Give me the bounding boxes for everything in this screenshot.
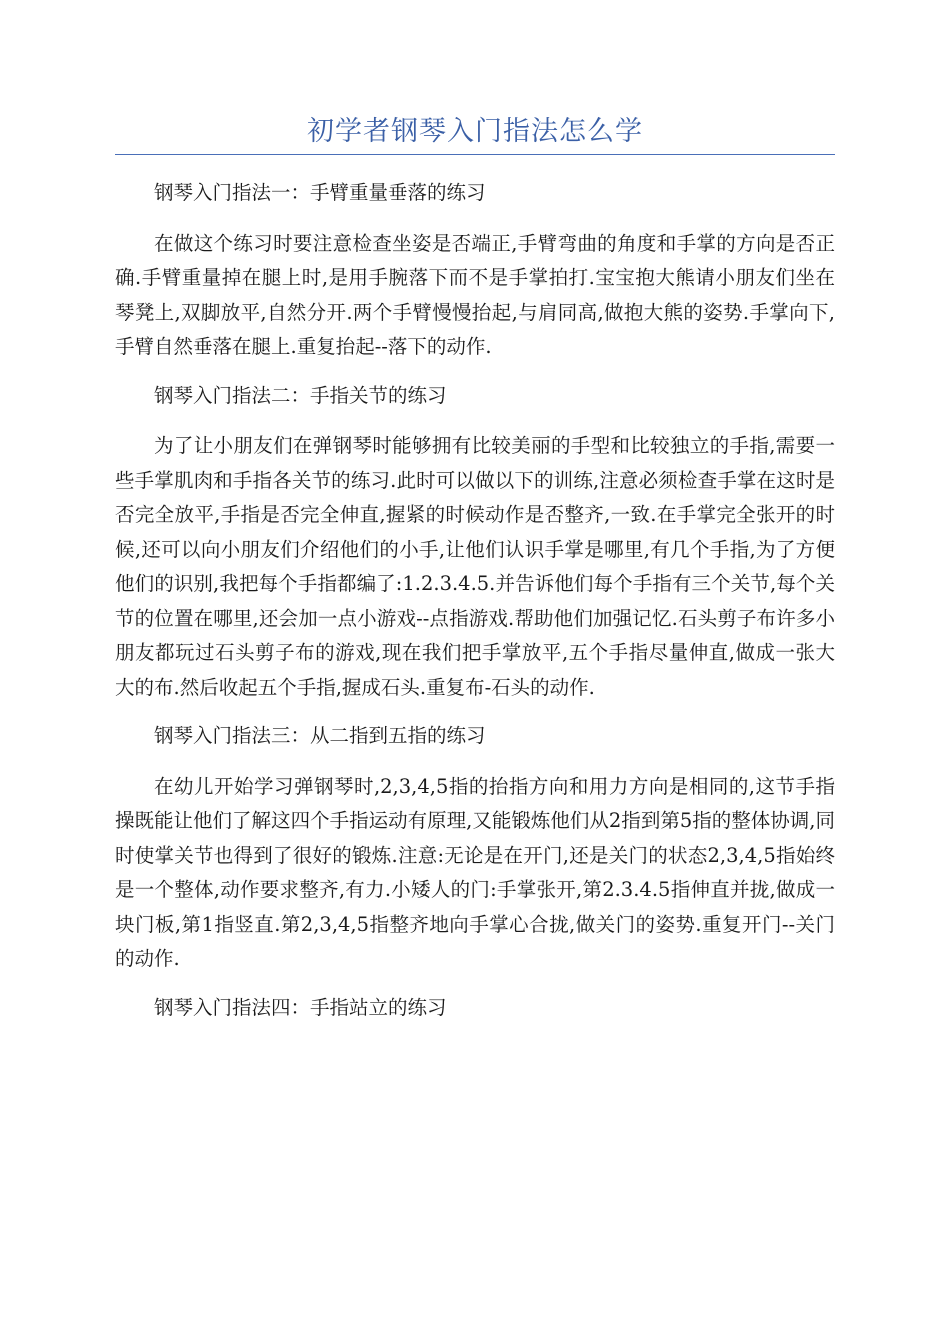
body-paragraph-1: 在做这个练习时要注意检查坐姿是否端正,手臂弯曲的角度和手掌的方向是否正确.手臂重量掉在腿上时,是用手腕落下而不是手掌拍打.宝宝抱大熊请小朋友们坐在琴凳上,双脚放平,自然分开.两个手臂慢慢抬起,与肩同高,做抱大熊的姿势.手掌向下,手臂自然垂落在腿上.重复抬起--落下的动作. <box>115 231 835 358</box>
section-heading-4: 钢琴入门指法四：手指站立的练习 <box>154 995 447 1019</box>
section-heading-2: 钢琴入门指法二：手指关节的练习 <box>154 383 447 407</box>
title-underline <box>115 154 835 155</box>
document-body <box>115 176 835 1041</box>
section-heading-3: 钢琴入门指法三：从二指到五指的练习 <box>154 724 486 747</box>
body-paragraph-2: 为了让小朋友们在弹钢琴时能够拥有比较美丽的手型和比较独立的手指,需要一些手掌肌肉和手指各关节的练习.此时可以做以下的训练,注意必须检查手掌在这时是否完全放平,手指是否完全伸直,握紧的时候动作是否整齐,一致.在手掌完全张开的时候,还可以向小朋友们介绍他们的小手,让他们认识手掌是哪里,有几个手指,为了方便他们的识别,我把每个手指都编了:1.2.3.4.5.并告诉他们每个手指有三个关节,每个关节的位置在哪里,还会加一点小游戏--点指游戏.帮助他们加强记忆.石头剪子布许多小朋友都玩过石头剪子布的游戏,现在我们把手掌放平,五个手指尽量伸直,做成一张大大的布.然后收起五个手指,握成石头.重复布-石头的动作. <box>115 434 835 699</box>
document-title: 初学者钢琴入门指法怎么学 <box>307 116 643 147</box>
section-heading-1: 钢琴入门指法一：手臂重量垂落的练习 <box>154 181 486 204</box>
body-paragraph-3: 在幼儿开始学习弹钢琴时,2,3,4,5指的抬指方向和用力方向是相同的,这节手指操既能让他们了解这四个手指运动有原理,又能锻炼他们从2指到第5指的整体协调,同时使掌关节也得到了很好的锻炼.注意:无论是在开门,还是关门的状态2,3,4,5指始终是一个整体,动作要求整齐,有力.小矮人的门:手掌张开,第2.3.4.5指伸直并拢,做成一块门板,第1指竖直.第2,3,4,5指整齐地向手掌心合拢,做关门的姿势.重复开门--关门的动作. <box>115 774 835 970</box>
